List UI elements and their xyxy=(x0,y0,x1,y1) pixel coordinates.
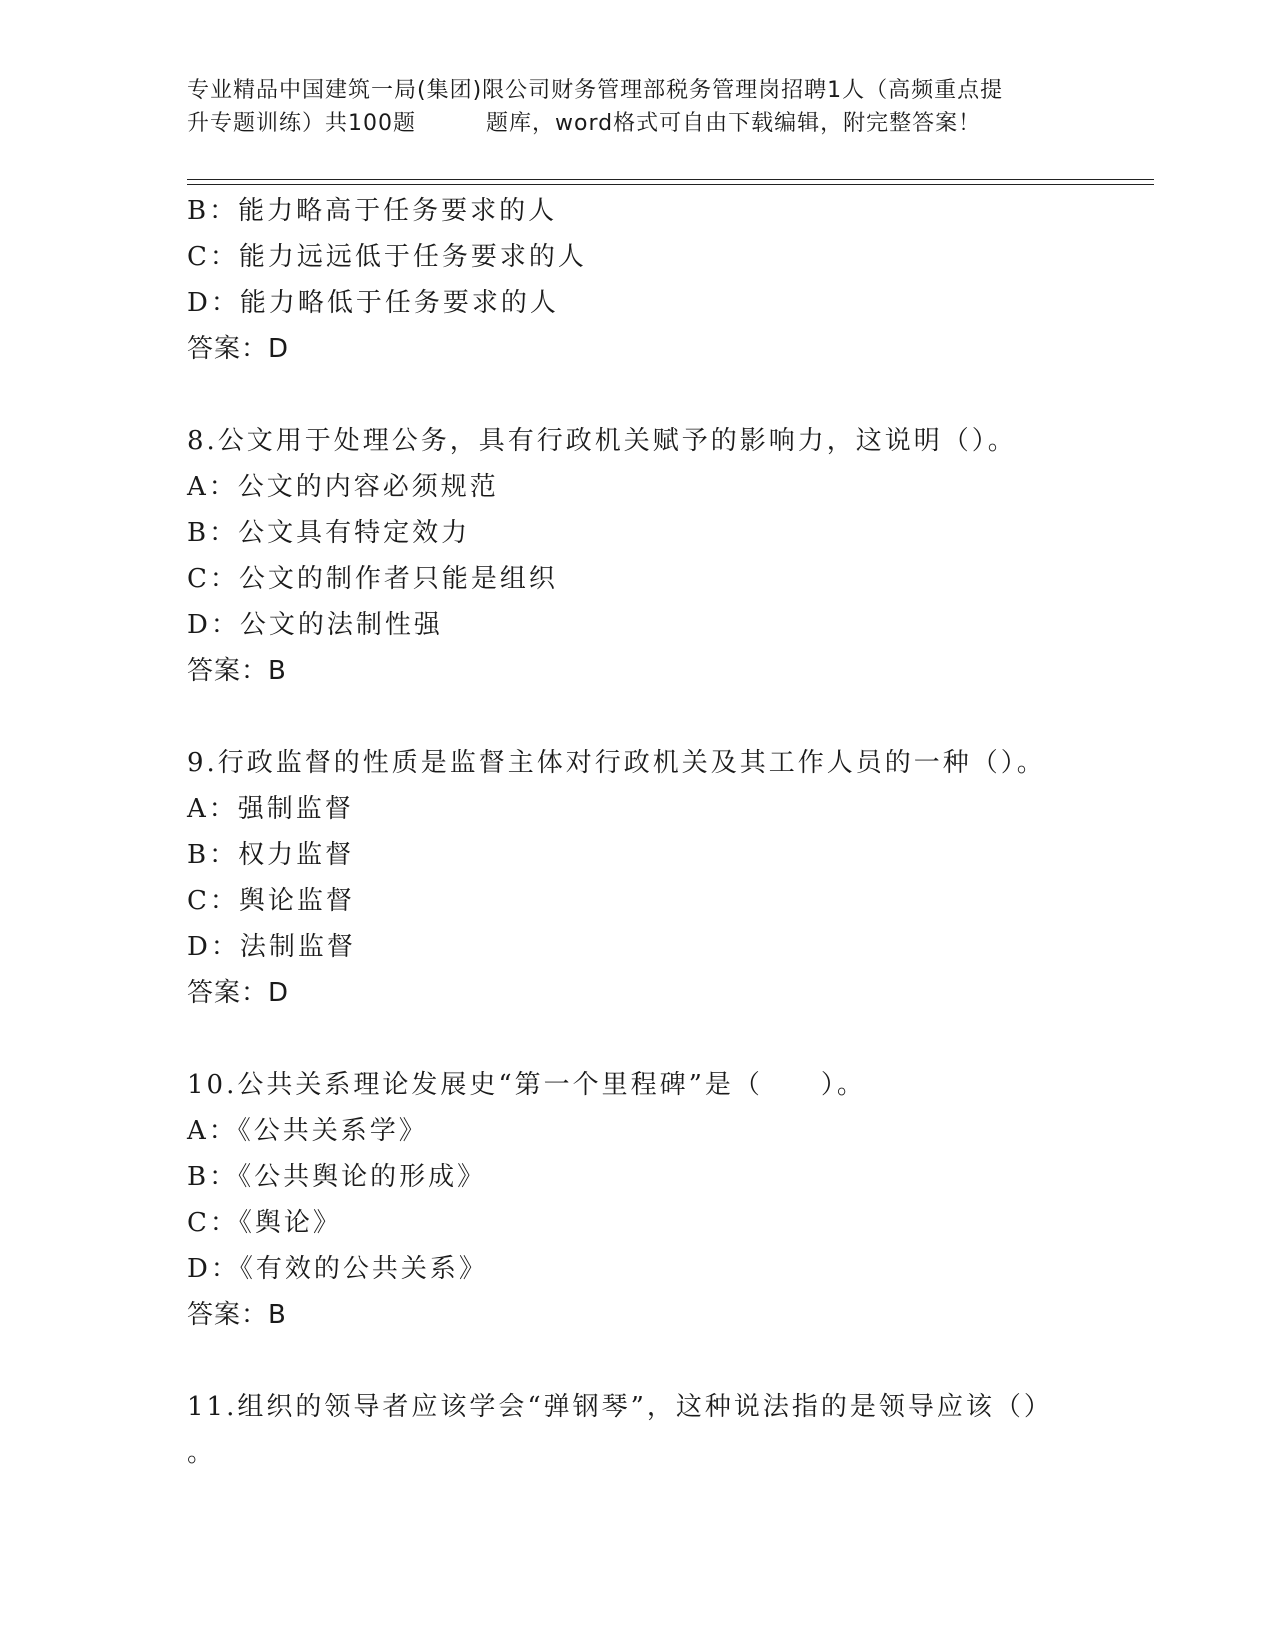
option-c: C：能力远远低于任务要求的人 xyxy=(187,242,587,272)
option-d: D：法制监督 xyxy=(187,932,356,962)
option-a: A：强制监督 xyxy=(187,794,354,824)
question-10 xyxy=(187,1062,1147,1338)
header-line-1: 专业精品中国建筑一局(集团)限公司财务管理部税务管理岗招聘1人（高频重点提 xyxy=(187,78,1004,103)
question-stem: 8.公文用于处理公务，具有行政机关赋予的影响力，这说明（）。 xyxy=(187,426,1017,456)
question-stem-tail: 。 xyxy=(187,1438,217,1468)
header-divider-bottom xyxy=(187,184,1154,185)
document-header xyxy=(187,74,1087,140)
answer-label: 答案：D xyxy=(187,334,290,364)
question-7-tail xyxy=(187,188,1147,372)
question-11 xyxy=(187,1384,1147,1476)
answer-label: 答案：D xyxy=(187,978,290,1008)
option-c: C：舆论监督 xyxy=(187,886,355,916)
option-b: B：能力略高于任务要求的人 xyxy=(187,196,558,226)
option-b: B：《公共舆论的形成》 xyxy=(187,1162,487,1192)
option-d: D：公文的法制性强 xyxy=(187,610,443,640)
header-line-2 xyxy=(187,107,1087,140)
question-stem: 10.公共关系理论发展史“第一个里程碑”是（ ）。 xyxy=(187,1070,866,1100)
header-line-2-left: 升专题训练）共100题 xyxy=(187,111,416,136)
answer-label: 答案：B xyxy=(187,1300,287,1330)
option-a: A：公文的内容必须规范 xyxy=(187,472,499,502)
header-divider-top xyxy=(187,179,1154,180)
option-a: A：《公共关系学》 xyxy=(187,1116,428,1146)
option-b: B：权力监督 xyxy=(187,840,355,870)
option-d: D：《有效的公共关系》 xyxy=(187,1254,488,1284)
option-b: B：公文具有特定效力 xyxy=(187,518,471,548)
question-8 xyxy=(187,418,1147,694)
option-c: C：公文的制作者只能是组织 xyxy=(187,564,558,594)
question-stem: 9.行政监督的性质是监督主体对行政机关及其工作人员的一种（）。 xyxy=(187,748,1046,778)
answer-label: 答案：B xyxy=(187,656,287,686)
question-list xyxy=(187,188,1147,1476)
question-9 xyxy=(187,740,1147,1016)
option-d: D：能力略低于任务要求的人 xyxy=(187,288,559,318)
option-c: C：《舆论》 xyxy=(187,1208,342,1238)
question-stem: 11.组织的领导者应该学会“弹钢琴”，这种说法指的是领导应该（） xyxy=(187,1392,1053,1422)
header-line-2-right: 题库，word格式可自由下载编辑，附完整答案！ xyxy=(486,111,982,136)
